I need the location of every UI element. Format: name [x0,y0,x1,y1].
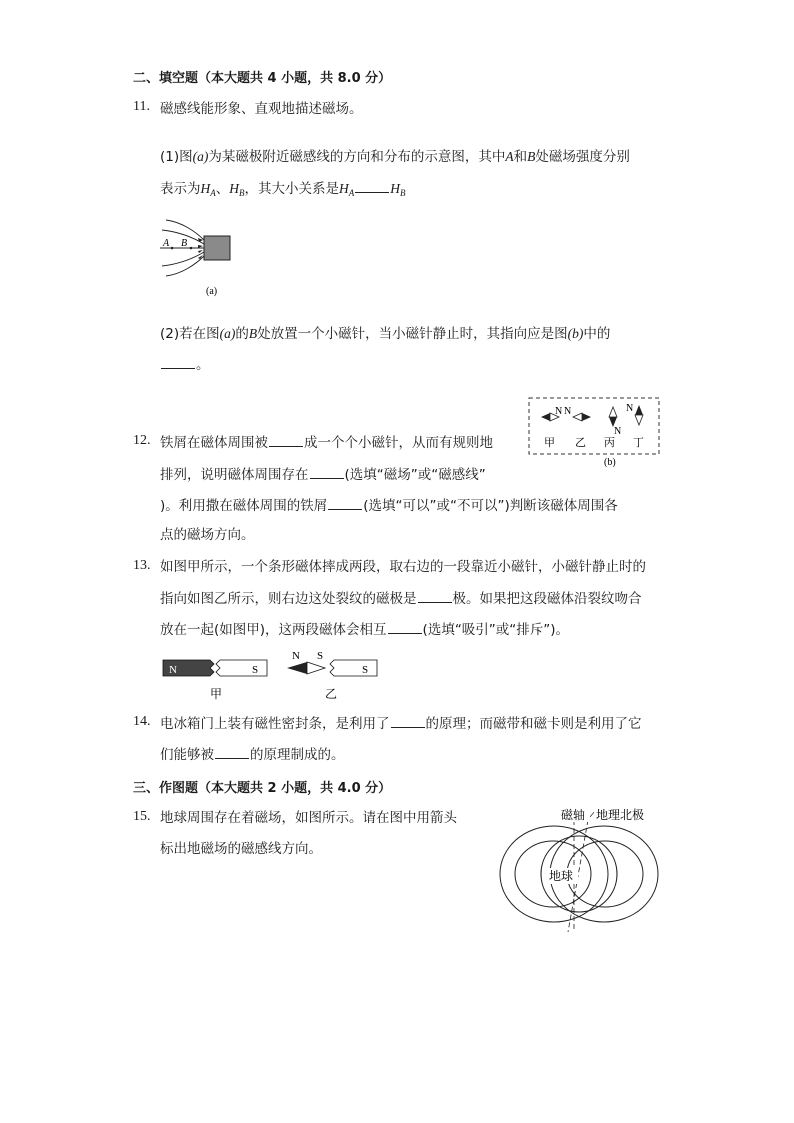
magnetic-axis-label: 磁轴 [561,808,586,822]
answer-blank[interactable] [269,432,303,447]
label-jia: 甲 [544,437,555,449]
needle-jia-n: N [555,406,563,417]
q13-number: 13. [133,558,151,573]
point-a-label: A [163,238,170,249]
answer-blank[interactable] [161,354,195,369]
label-ding: 丁 [633,437,644,449]
section-3-title: 三、作图题（本大题共 2 小题，共 4.0 分） [133,781,392,796]
q12-line1: 铁屑在磁体周围被 成一个个小磁针，从而有规则地 [160,432,493,453]
answer-blank[interactable] [215,744,249,759]
compass-yi-n: N [292,650,300,662]
answer-blank[interactable] [328,495,362,510]
q14-number: 14. [133,714,151,729]
q13-line1: 如图甲所示，一个条形磁体摔成两段，取右边的一段靠近小磁针，小磁针静止时的 [160,559,646,575]
q13-line3: 放在一起(如图甲)，这两段磁体会相互 (选填“吸引”或“排斥”)。 [160,619,569,640]
label-bing: 丙 [604,437,615,449]
figure-jia-label: 甲 [210,687,223,701]
answer-blank[interactable] [388,619,422,634]
figure-b-compass-needles [528,397,660,467]
figure-yi-label: 乙 [325,687,338,701]
q11-number: 11. [133,99,150,114]
figure-a-field-lines [158,214,248,300]
q15-line1: 地球周围存在着磁场，如图所示。请在图中用箭头 [160,810,457,826]
needle-yi-n: N [564,406,572,417]
q11-part1-line1: (1)图(a)为某磁极附近磁感线的方向和分布的示意图，其中A和B处磁场强度分别 [160,149,630,165]
magnet-yi-s: S [362,664,369,676]
q15-line2: 标出地磁场的磁感线方向。 [160,841,322,857]
q13-line2: 指向如图乙所示，则右边这处裂纹的磁极是 极。如果把这段磁体沿裂纹吻合 [160,588,642,609]
q14-line1: 电冰箱门上装有磁性密封条，是利用了 的原理；而磁带和磁卡则是利用了它 [160,713,642,734]
point-b-label: B [181,238,188,249]
needle-ding-n: N [626,403,634,414]
answer-blank[interactable] [418,588,452,603]
figure-a-caption: (a) [206,286,218,297]
magnet-jia-s: S [252,664,259,676]
compass-yi-s: S [317,650,324,662]
q11-part1-line2: 表示为$H_A$、$H_B$，其大小关系是$H_A$ $H_B$ [160,178,406,203]
magnet-jia-n: N [169,664,177,676]
earth-magnetic-field-figure [492,800,662,936]
needle-bing-n: N [614,426,622,437]
q11-part2-line2: 。 [160,354,210,375]
q11-stem: 磁感线能形象、直观地描述磁场。 [160,101,363,117]
q15-number: 15. [133,809,151,824]
q12-line4: 点的磁场方向。 [160,527,255,543]
label-yi: 乙 [575,437,586,449]
q12-line3: )。利用撒在磁体周围的铁屑 (选填“可以”或“不可以”)判断该磁体周围各 [160,495,618,516]
geographic-north-label: 地理北极 [596,808,645,822]
answer-blank[interactable] [310,464,344,479]
q13-magnet-figures [160,646,390,706]
q14-line2: 们能够被 的原理制成的。 [160,744,345,765]
q11-part2-line1: (2)若在图(a)的B处放置一个小磁针，当小磁针静止时，其指向应是图(b)中的 [160,326,611,342]
answer-blank[interactable] [355,178,389,193]
earth-label: 地球 [549,869,574,883]
answer-blank[interactable] [391,713,425,728]
q12-number: 12. [133,433,151,448]
figure-b-caption: (b) [604,457,616,467]
section-2-title: 二、填空题（本大题共 4 小题，共 8.0 分） [133,71,392,86]
q12-line2: 排列，说明磁体周围存在 (选填“磁场”或“磁感线” [160,464,486,485]
